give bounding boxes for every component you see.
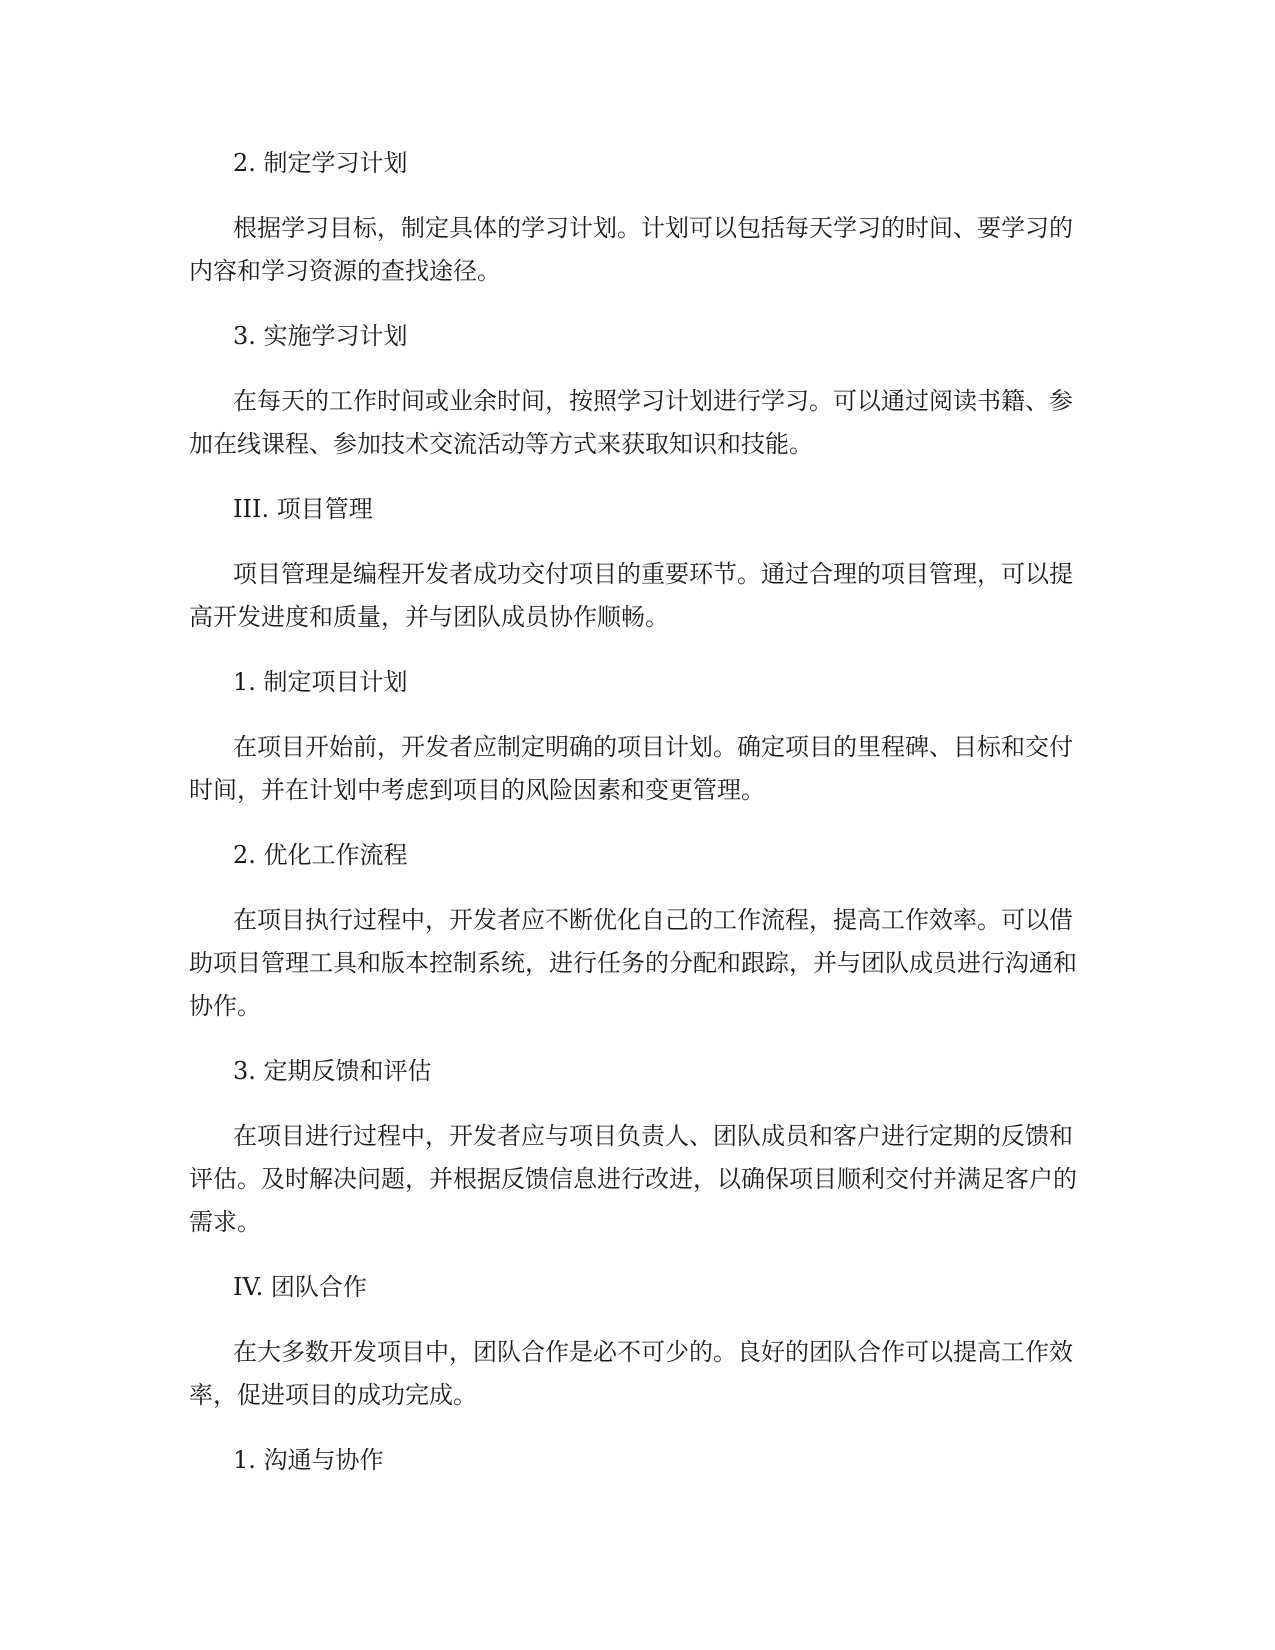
paragraph: 在项目执行过程中，开发者应不断优化自己的工作流程，提高工作效率。可以借助项目管理工具和版本控制系统，进行任务的分配和跟踪，并与团队成员进行沟通和协作。 — [189, 906, 1077, 1020]
paragraph: 在大多数开发项目中，团队合作是必不可少的。良好的团队合作可以提高工作效率，促进项目的成功完成。 — [189, 1338, 1073, 1409]
paragraph: 根据学习目标，制定具体的学习计划。计划可以包括每天学习的时间、要学习的内容和学习资源的查找途径。 — [189, 214, 1073, 285]
document-body — [189, 142, 1089, 1504]
chapter-heading: III. 项目管理 — [233, 495, 373, 523]
section-heading: 2. 制定学习计划 — [233, 149, 408, 177]
section-heading: 2. 优化工作流程 — [233, 841, 408, 869]
paragraph: 在项目开始前，开发者应制定明确的项目计划。确定项目的里程碑、目标和交付时间，并在计划中考虑到项目的风险因素和变更管理。 — [189, 733, 1073, 804]
paragraph: 项目管理是编程开发者成功交付项目的重要环节。通过合理的项目管理，可以提高开发进度和质量，并与团队成员协作顺畅。 — [189, 560, 1073, 631]
section-heading: 3. 实施学习计划 — [233, 322, 408, 350]
paragraph: 在每天的工作时间或业余时间，按照学习计划进行学习。可以通过阅读书籍、参加在线课程、参加技术交流活动等方式来获取知识和技能。 — [189, 387, 1073, 458]
section-heading: 1. 沟通与协作 — [233, 1446, 384, 1474]
chapter-heading: IV. 团队合作 — [233, 1273, 367, 1301]
section-heading: 3. 定期反馈和评估 — [233, 1057, 432, 1085]
paragraph: 在项目进行过程中，开发者应与项目负责人、团队成员和客户进行定期的反馈和评估。及时解决问题，并根据反馈信息进行改进，以确保项目顺利交付并满足客户的需求。 — [189, 1122, 1077, 1236]
section-heading: 1. 制定项目计划 — [233, 668, 408, 696]
